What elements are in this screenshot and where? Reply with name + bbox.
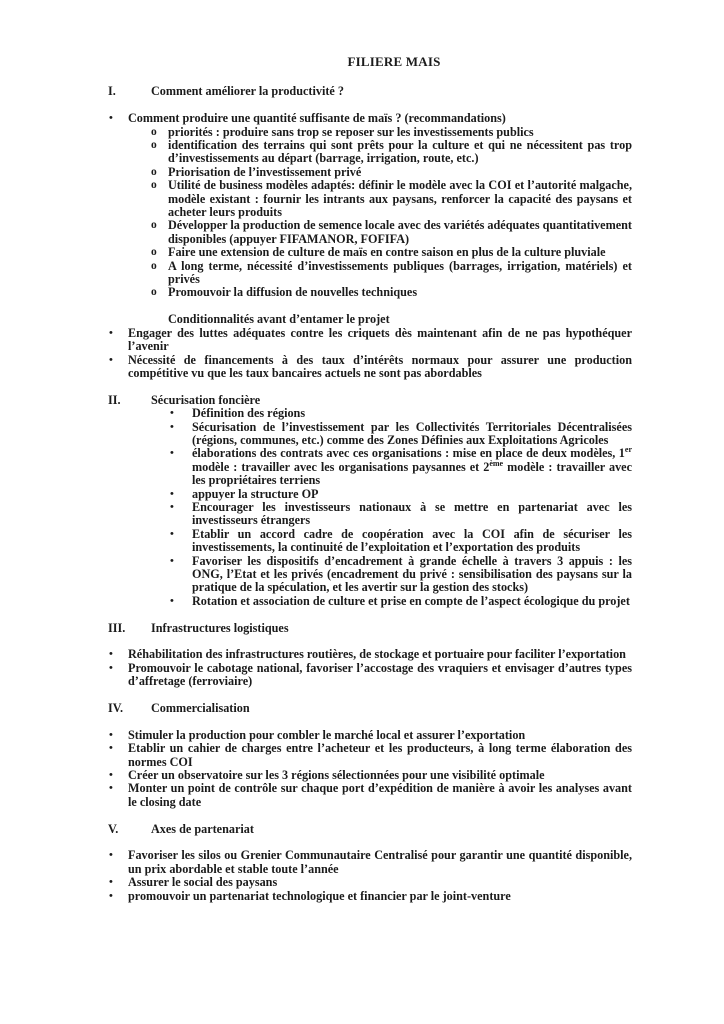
paragraph-spacer <box>100 380 632 393</box>
bullet-marker-icon: • <box>109 849 113 862</box>
bullet-marker-icon: • <box>170 500 174 513</box>
list-item <box>100 219 632 246</box>
bullet-marker-icon: • <box>109 648 113 661</box>
bullet-marker-icon: • <box>109 876 113 889</box>
bullet-marker-icon: • <box>109 326 113 339</box>
list-item <box>100 595 632 608</box>
section-heading-text: Infrastructures logistiques <box>151 620 289 635</box>
list-item-text: Sécurisation de l’investissement par les Collectivités Territoriales Décentralisées (régions, communes, etc.) comme des Zones Définies aux Exploitations Agricoles <box>192 419 632 447</box>
list-item <box>100 286 632 299</box>
list-item-text: Rotation et association de culture et prise en compte de l’aspect écologique du projet <box>192 593 630 608</box>
list-item-text: priorités : produire sans trop se reposer sur les investissements publics <box>168 124 534 139</box>
bullet-marker-icon: o <box>151 219 157 232</box>
superscript-text: ème <box>489 458 504 468</box>
list-item <box>100 246 632 259</box>
list-item <box>100 849 632 876</box>
list-item-text: Utilité de business modèles adaptés: définir le modèle avec la COI et l’autorité malgache, modèle existant : fournir les intrants aux paysans, renforcer la capacité des paysans et acheter leurs produits <box>168 178 632 220</box>
section-numeral: V. <box>108 821 119 836</box>
list-item-text: Nécessité de financements à des taux d’intérêts normaux pour assurer une production compétitive vu que les taux bancaires actuels ne sont pas abordables <box>128 352 632 380</box>
list-item <box>100 354 632 381</box>
list-item-text: A long terme, nécessité d’investissements publiques (barrages, irrigation, matériels) et privés <box>168 258 632 287</box>
bullet-marker-icon: • <box>109 112 113 125</box>
list-item <box>100 769 632 782</box>
list-item <box>100 327 632 354</box>
bullet-marker-icon: o <box>151 165 157 178</box>
list-item-text: Engager des luttes adéquates contre les criquets dès maintenant afin de ne pas hypothéquer l’avenir <box>128 325 632 354</box>
text-segment: modèle : travailler avec les organisations paysannes et 2 <box>192 459 490 474</box>
list-item-text: Réhabilitation des infrastructures routières, de stockage et portuaire pour faciliter l’exportation <box>128 647 626 662</box>
list-item <box>100 166 632 179</box>
paragraph-spacer <box>100 608 632 621</box>
bullet-marker-icon: • <box>109 728 113 741</box>
list-item <box>100 260 632 287</box>
list-item <box>100 179 632 219</box>
paragraph-spacer <box>100 809 632 822</box>
paragraph-spacer <box>100 836 632 849</box>
bullet-marker-icon: • <box>109 769 113 782</box>
list-item-text: Promouvoir la diffusion de nouvelles techniques <box>168 285 418 300</box>
list-item-text: Favoriser les silos ou Grenier Communautaire Centralisé pour garantir une quantité disponible, un prix abordable et stable toute l’année <box>128 848 632 876</box>
list-item <box>100 555 632 595</box>
bullet-marker-icon: • <box>170 420 174 433</box>
list-item <box>100 648 632 661</box>
bullet-marker-icon: o <box>151 286 157 299</box>
list-item <box>100 876 632 889</box>
paragraph-spacer <box>100 689 632 702</box>
bullet-marker-icon: • <box>170 487 174 500</box>
list-item-text: Créer un observatoire sur les 3 régions sélectionnées pour une visibilité optimale <box>128 768 545 783</box>
section-heading <box>100 702 632 715</box>
list-item-text: promouvoir un partenariat technologique et financier par le joint-venture <box>128 888 511 903</box>
list-item <box>100 742 632 769</box>
section-heading-text: Comment améliorer la productivité ? <box>151 84 344 99</box>
text-segment: modèle : travailler avec les propriétaires terriens <box>192 459 632 488</box>
list-item-text: Encourager les investisseurs nationaux à se mettre en partenariat avec les investisseurs étrangers <box>192 499 632 528</box>
list-item-text: Etablir un accord cadre de coopération avec la COI afin de sécuriser les investissements, la continuité de l’exploitation et l’exportation des produits <box>192 526 632 555</box>
list-item <box>100 126 632 139</box>
list-item <box>100 729 632 742</box>
paragraph-spacer <box>100 635 632 648</box>
list-item-text: Etablir un cahier de charges entre l’acheteur et les producteurs, à long terme élaboration des normes COI <box>128 741 632 769</box>
section-numeral: IV. <box>108 701 124 715</box>
list-item <box>100 112 632 125</box>
section-heading-text: Commercialisation <box>151 701 250 715</box>
list-item-text: Stimuler la production pour combler le marché local et assurer l’exportation <box>128 727 526 742</box>
list-item-text: Promouvoir le cabotage national, favoriser l’accostage des vraquiers et envisager d’autres types d’affretage (ferroviaire) <box>128 660 632 689</box>
list-item-text: identification des terrains qui sont prêts pour la culture et qui ne nécessitent pas trop d’investissements au départ (barrage, irrigation, route, etc.) <box>168 138 632 166</box>
bullet-marker-icon: • <box>170 554 174 567</box>
bullet-marker-icon: • <box>109 889 113 902</box>
list-item <box>100 488 632 501</box>
paragraph-text: Conditionnalités avant d’entamer le projet <box>168 312 390 327</box>
bullet-marker-icon: • <box>170 407 174 420</box>
list-item-text: Définition des régions <box>192 406 306 421</box>
paragraph-spacer <box>100 715 632 728</box>
document-content <box>100 55 632 903</box>
list-item-text: appuyer la structure OP <box>192 486 319 501</box>
bullet-marker-icon: o <box>151 246 157 259</box>
list-item-text: Monter un point de contrôle sur chaque port d’expédition de manière à avoir les analyses avant le closing date <box>128 781 632 809</box>
list-item <box>100 890 632 903</box>
bullet-marker-icon: o <box>151 259 157 272</box>
bullet-marker-icon: • <box>109 661 113 674</box>
list-item <box>100 501 632 528</box>
list-item <box>100 528 632 555</box>
list-item <box>100 662 632 689</box>
list-item-text: Développer la production de semence locale avec des variétés adéquates quantitativement disponibles (appuyer FIFAMANOR, FOFIFA) <box>168 218 632 246</box>
list-item-text: Favoriser les dispositifs d’encadrement à grande échelle à travers 3 appuis : les ONG, l’Etat et les privés (encadrement du privé : sensibilisation des paysans sur la pratique de la spéculation, et les avertir sur la gestion des stocks) <box>192 553 632 595</box>
section-heading <box>100 622 632 635</box>
bullet-marker-icon: • <box>170 447 174 460</box>
section-heading <box>100 823 632 836</box>
bullet-marker-icon: o <box>151 179 157 192</box>
list-item <box>100 421 632 448</box>
text-segment: élaborations des contrats avec ces organisations : mise en place de deux modèles, 1 <box>192 446 625 461</box>
bullet-marker-icon: • <box>170 594 174 607</box>
section-heading <box>100 394 632 407</box>
section-heading-text: Axes de partenariat <box>151 821 254 836</box>
list-item <box>100 447 632 487</box>
list-item-text: Faire une extension de culture de maïs en contre saison en plus de la culture pluviale <box>168 245 606 260</box>
section-numeral: I. <box>108 84 116 99</box>
section-numeral: III. <box>108 620 126 635</box>
paragraph-spacer <box>100 99 632 112</box>
list-item-text: Assurer le social des paysans <box>128 875 278 890</box>
bullet-marker-icon: • <box>109 782 113 795</box>
section-heading <box>100 85 632 98</box>
list-item-text: Comment produire une quantité suffisante de maïs ? (recommandations) <box>128 111 506 126</box>
section-heading-text: Sécurisation foncière <box>151 392 261 407</box>
list-item <box>100 139 632 166</box>
list-item <box>100 407 632 420</box>
bullet-marker-icon: • <box>109 742 113 755</box>
list-item <box>100 782 632 809</box>
document-body <box>100 85 632 903</box>
bullet-marker-icon: • <box>170 527 174 540</box>
section-numeral: II. <box>108 392 121 407</box>
bullet-marker-icon: o <box>151 139 157 152</box>
bullet-marker-icon: • <box>109 353 113 366</box>
paragraph-spacer <box>100 300 632 313</box>
list-item-text <box>192 446 632 487</box>
document-title: FILIERE MAIS <box>347 54 441 69</box>
superscript-text: er <box>624 445 632 455</box>
bullet-marker-icon: o <box>151 125 157 138</box>
list-item-text: Priorisation de l’investissement privé <box>168 164 362 179</box>
sub-paragraph <box>100 313 632 326</box>
